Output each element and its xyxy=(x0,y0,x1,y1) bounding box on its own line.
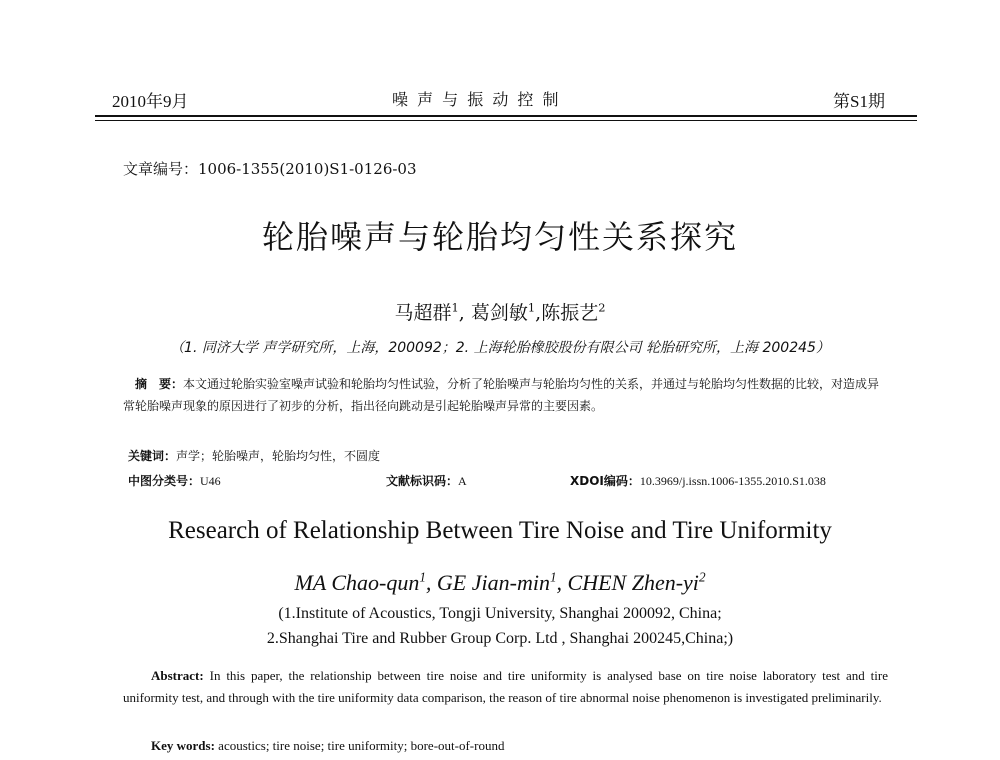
en-keywords-label: Key words: xyxy=(151,738,215,753)
header-journal: 噪 声 与 振 动 控 制 xyxy=(392,90,561,109)
cn-doc-code: 文献标识码：A xyxy=(386,474,467,488)
en-keywords-text: acoustics; tire noise; tire uniformity; bore-out-of-round xyxy=(218,738,505,753)
header-rule-thin xyxy=(95,120,917,121)
en-abstract-text: In this paper, the relationship between tire noise and tire uniformity is analysed base on tire noise laboratory test and tire uniformity test, and through with the tire uniformity data comparison, the reason of tire abnormal noise phenomenon is investigated preliminarily. xyxy=(123,668,889,705)
en-keywords xyxy=(151,738,504,754)
cn-title: 轮胎噪声与轮胎均匀性关系探究 xyxy=(261,218,738,256)
en-authors: MA Chao-qun$^1$, GE Jian-$\min^1$, CHEN Zhen-$yi^2$ xyxy=(294,569,706,595)
header-issue: 第S1期 xyxy=(833,92,885,111)
cn-doi: XDOI编码：10.3969/j.issn.1006-1355.2010.S1.038 xyxy=(570,474,826,488)
en-author-3: CHEN Zhen-yi xyxy=(567,570,699,595)
en-title: Research of Relationship Between Tire Noise and Tire Uniformity xyxy=(168,517,832,544)
cn-keywords xyxy=(128,447,380,464)
cn-author-3: 陈振艺 xyxy=(541,302,599,324)
cn-author-2: 葛剑敏 xyxy=(470,302,528,324)
en-affiliation-2: 2.Shanghai Tire and Rubber Group Corp. Ltd , Shanghai 200245,China;) xyxy=(266,630,734,647)
header-date: 2010年9月 xyxy=(112,92,189,111)
en-author-1: MA Chao-qun xyxy=(294,570,420,595)
en-author-2: GE Jian-min xyxy=(436,570,550,595)
cn-authors: 马超群$^1$, 葛剑敏$^1$,陈振艺$^2$ xyxy=(394,300,606,324)
cn-author-1: 马超群 xyxy=(394,302,452,324)
cn-keywords-text: 声学；轮胎噪声，轮胎均匀性，不圆度 xyxy=(176,449,381,463)
en-abstract-label: Abstract: xyxy=(151,668,204,683)
cn-abstract xyxy=(123,373,888,417)
en-abstract xyxy=(123,665,888,709)
en-affiliation-1: (1.Institute of Acoustics, Tongji University, Shanghai 200092, China; xyxy=(278,605,722,622)
cn-abstract-text: 本文通过轮胎实验室噪声试验和轮胎均匀性试验，分析了轮胎噪声与轮胎均匀性的关系，并通过与轮胎均匀性数据的比较，对造成异常轮胎噪声现象的原因进行了初步的分析，指出径向跳动是引起轮胎噪声异常的主要因素。 xyxy=(123,377,880,413)
cn-abstract-label: 摘 要： xyxy=(135,377,184,391)
header-rule-thick xyxy=(95,115,917,117)
cn-clc: 中图分类号：U46 xyxy=(128,474,221,488)
cn-affiliation: （1. 同济大学 声学研究所，上海，200092；2. 上海轮胎橡胶股份有限公司 轮胎研究所，上海 200245） xyxy=(170,340,830,356)
cn-keywords-label: 关键词： xyxy=(128,449,177,463)
article-id: 文章编号：1006-1355(2010)S1-0126-03 xyxy=(123,160,417,178)
